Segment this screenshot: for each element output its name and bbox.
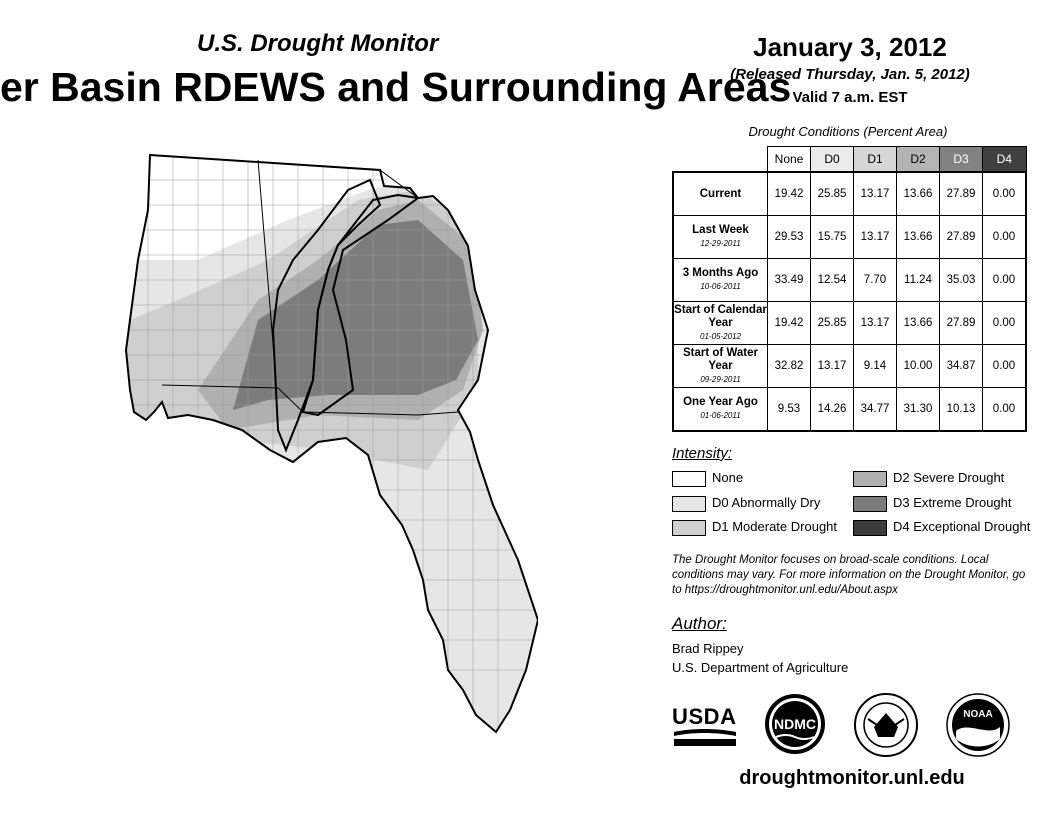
cell-d3: 27.89 bbox=[940, 216, 983, 259]
legend-label: D1 Moderate Drought bbox=[712, 519, 838, 534]
region-title: er Basin RDEWS and Surrounding Areas bbox=[0, 64, 792, 110]
table-header-row bbox=[673, 147, 1026, 173]
cell-d1: 13.17 bbox=[854, 172, 897, 216]
legend-label: D3 Extreme Drought bbox=[893, 495, 1012, 510]
col-header-none: None bbox=[768, 147, 811, 173]
cell-d3: 27.89 bbox=[940, 302, 983, 345]
author-title: Author: bbox=[672, 614, 727, 633]
drought-table bbox=[672, 146, 1027, 432]
cell-d3: 10.13 bbox=[940, 388, 983, 432]
cell-d2: 10.00 bbox=[897, 345, 940, 388]
cell-d3: 27.89 bbox=[940, 172, 983, 216]
legend-swatch bbox=[853, 496, 887, 512]
legend-label: None bbox=[712, 470, 744, 485]
cell-d2: 11.24 bbox=[897, 259, 940, 302]
row-date: 10-06-2011 bbox=[700, 282, 741, 291]
cell-d1: 13.17 bbox=[854, 302, 897, 345]
cell-none: 32.82 bbox=[768, 345, 811, 388]
row-label bbox=[673, 172, 768, 216]
row-label-text: Current bbox=[699, 187, 742, 200]
col-header-d0: D0 bbox=[811, 147, 854, 173]
disclaimer-note: The Drought Monitor focuses on broad-scale conditions. Local conditions may vary. For more information on the Drought Monitor, go to https://droughtmonitor.unl.edu/About.aspx bbox=[672, 554, 1026, 596]
cell-d3: 35.03 bbox=[940, 259, 983, 302]
row-label bbox=[673, 216, 768, 259]
cell-d4: 0.00 bbox=[983, 259, 1027, 302]
monitor-title: U.S. Drought Monitor bbox=[197, 30, 439, 57]
map-date: January 3, 2012 bbox=[753, 32, 947, 62]
col-header-d2: D2 bbox=[897, 147, 940, 173]
cell-none: 29.53 bbox=[768, 216, 811, 259]
row-label bbox=[673, 388, 768, 432]
legend-label: D4 Exceptional Drought bbox=[893, 519, 1031, 534]
noaa-logo-icon bbox=[946, 693, 1010, 757]
cell-d0: 25.85 bbox=[811, 172, 854, 216]
cell-d1: 7.70 bbox=[854, 259, 897, 302]
release-date: (Released Thursday, Jan. 5, 2012) bbox=[730, 66, 970, 83]
legend-label: D2 Severe Drought bbox=[893, 470, 1005, 485]
col-header-d4: D4 bbox=[983, 147, 1027, 173]
cell-d3: 34.87 bbox=[940, 345, 983, 388]
row-label-text: One Year Ago bbox=[683, 396, 758, 408]
legend-swatch bbox=[853, 471, 887, 487]
legend-swatch bbox=[672, 520, 706, 536]
cell-d2: 13.66 bbox=[897, 216, 940, 259]
cell-d2: 13.66 bbox=[897, 172, 940, 216]
author-name: Brad Rippey bbox=[672, 641, 744, 656]
row-label-text: 3 Months Ago bbox=[682, 267, 759, 279]
noaa-logo-text: NOAA bbox=[963, 709, 993, 720]
legend-label: D0 Abnormally Dry bbox=[712, 495, 821, 510]
row-label-text: Last Week bbox=[692, 224, 749, 236]
cell-d0: 12.54 bbox=[811, 259, 854, 302]
table-row bbox=[673, 172, 1026, 216]
table-row bbox=[673, 216, 1026, 259]
row-date: 01-06-2011 bbox=[700, 411, 741, 420]
ndmc-logo-icon bbox=[764, 693, 826, 755]
row-label bbox=[673, 259, 768, 302]
cell-d4: 0.00 bbox=[983, 216, 1027, 259]
usda-logo-text: USDA bbox=[672, 704, 736, 729]
cell-none: 9.53 bbox=[768, 388, 811, 432]
legend-title: Intensity: bbox=[672, 445, 733, 462]
col-header-d1: D1 bbox=[854, 147, 897, 173]
col-header-d3: D3 bbox=[940, 147, 983, 173]
cell-d0: 14.26 bbox=[811, 388, 854, 432]
row-date: 12-29-2011 bbox=[700, 239, 741, 248]
cell-d2: 31.30 bbox=[897, 388, 940, 432]
table-row bbox=[673, 259, 1026, 302]
cell-d4: 0.00 bbox=[983, 302, 1027, 345]
drought-map bbox=[118, 150, 538, 740]
author-organization: U.S. Department of Agriculture bbox=[672, 660, 849, 675]
cell-d4: 0.00 bbox=[983, 345, 1027, 388]
row-label-text: Start of Water Year bbox=[683, 346, 758, 372]
row-label bbox=[673, 302, 768, 345]
legend-swatch bbox=[672, 496, 706, 512]
table-corner bbox=[673, 147, 768, 173]
ndmc-logo-text: NDMC bbox=[774, 716, 816, 732]
table-caption: Drought Conditions (Percent Area) bbox=[748, 124, 948, 139]
cell-d0: 15.75 bbox=[811, 216, 854, 259]
table-row bbox=[673, 345, 1026, 388]
valid-time: Valid 7 a.m. EST bbox=[792, 89, 908, 106]
commerce-seal-icon bbox=[854, 693, 918, 757]
row-date: 01-05-2012 bbox=[700, 331, 741, 341]
cell-d1: 34.77 bbox=[854, 388, 897, 432]
cell-d4: 0.00 bbox=[983, 172, 1027, 216]
table-row bbox=[673, 302, 1026, 345]
cell-d0: 13.17 bbox=[811, 345, 854, 388]
row-label-text: Start of Calendar Year bbox=[674, 303, 767, 329]
cell-d1: 9.14 bbox=[854, 345, 897, 388]
legend-swatch bbox=[672, 471, 706, 487]
cell-d2: 13.66 bbox=[897, 302, 940, 345]
row-label bbox=[673, 345, 768, 388]
cell-d1: 13.17 bbox=[854, 216, 897, 259]
cell-d4: 0.00 bbox=[983, 388, 1027, 432]
cell-none: 19.42 bbox=[768, 172, 811, 216]
cell-none: 19.42 bbox=[768, 302, 811, 345]
table-row bbox=[673, 388, 1026, 432]
cell-d0: 25.85 bbox=[811, 302, 854, 345]
row-date: 09-29-2011 bbox=[700, 374, 741, 384]
legend-swatch bbox=[853, 520, 887, 536]
website-url[interactable]: droughtmonitor.unl.edu bbox=[739, 767, 965, 789]
usda-logo-icon bbox=[672, 700, 738, 748]
cell-none: 33.49 bbox=[768, 259, 811, 302]
